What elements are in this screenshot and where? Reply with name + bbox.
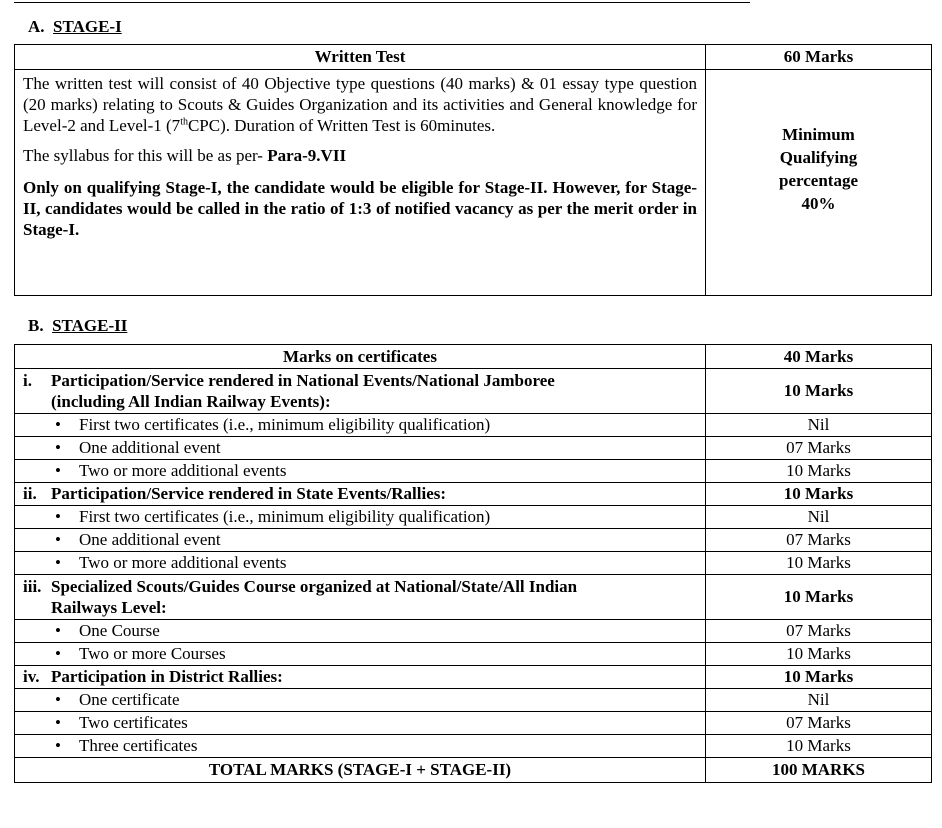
item-marks: Nil [706,414,932,437]
item-text: Two or more Courses [79,644,226,663]
desc-part2: CPC). Duration of Written Test is 60minutes. [187,116,496,135]
stage1-label: A. [28,17,45,36]
bullet-icon: • [55,690,61,709]
total-marks: 100 MARKS [706,758,932,783]
category-row-i [15,369,932,414]
min-qualifying [706,70,932,296]
category-i-line2: (including All Indian Railway Events): [51,392,331,411]
table-row [15,552,932,575]
syllabus-ref: Para-9.VII [267,146,347,165]
stage1-header-row [15,45,932,70]
syllabus-text: The syllabus for this will be as per- [23,146,268,165]
category-iii-num: iii. [23,577,42,596]
table-row [15,712,932,735]
bullet-icon: • [55,438,61,457]
category-iii-line2: Railways Level: [51,598,167,617]
item-marks: 07 Marks [706,529,932,552]
bullet-icon: • [55,461,61,480]
bullet-icon: • [55,621,61,640]
stage1-body-row [15,70,932,296]
category-i [15,369,706,414]
category-ii-num: ii. [23,484,37,503]
item-text: Two or more additional events [79,553,287,572]
item-text: One Course [79,621,160,640]
stage1-marks-header: 60 Marks [706,45,932,70]
bullet-icon: • [55,507,61,526]
stage2-heading [28,316,127,336]
item-marks: 10 Marks [706,552,932,575]
item-marks: Nil [706,689,932,712]
item-text: Two or more additional events [79,461,287,480]
item-text: First two certificates (i.e., minimum eligibility qualification) [79,415,491,434]
item-marks: 10 Marks [706,643,932,666]
item-text: One additional event [79,530,221,549]
written-test-header: Written Test [15,45,706,70]
table-row [15,414,932,437]
item-marks: 10 Marks [706,735,932,758]
desc-sup: th [180,116,188,128]
bullet-icon: • [55,736,61,755]
item-marks: 07 Marks [706,620,932,643]
category-iv-line1: Participation in District Rallies: [51,667,283,686]
category-ii-marks: 10 Marks [706,483,932,506]
table-row [15,506,932,529]
item-text: Two certificates [79,713,188,732]
item-marks: Nil [706,506,932,529]
bullet-icon: • [55,644,61,663]
stage1-title: STAGE-I [53,17,122,36]
stage1-description [15,70,706,296]
item-marks: 07 Marks [706,712,932,735]
item-text: Three certificates [79,736,198,755]
min-line4: 40% [801,193,836,213]
table-row [15,689,932,712]
bullet-icon: • [55,553,61,572]
total-label: TOTAL MARKS (STAGE-I + STAGE-II) [15,758,706,783]
bullet-icon: • [55,530,61,549]
category-ii-line1: Participation/Service rendered in State Events/Rallies: [51,484,447,503]
category-iii [15,575,706,620]
top-rule [14,2,750,3]
stage2-label: B. [28,316,44,335]
bullet-icon: • [55,713,61,732]
item-text: First two certificates (i.e., minimum eligibility qualification) [79,507,491,526]
category-i-marks: 10 Marks [706,369,932,414]
category-iv [15,666,706,689]
stage1-heading [28,17,122,37]
min-line1: Minimum [782,124,855,144]
min-line2: Qualifying [779,147,858,167]
table-row [15,735,932,758]
category-iii-marks: 10 Marks [706,575,932,620]
category-i-line1: Participation/Service rendered in National Events/National Jamboree [51,371,555,390]
syllabus-line [23,145,697,166]
table-row [15,437,932,460]
table-row [15,643,932,666]
table-row [15,620,932,643]
item-marks: 07 Marks [706,437,932,460]
desc-part1: The written test will consist of 40 Objective type questions (40 marks) & 01 essay type question (20 marks) relating to Scouts & Guides Organization and its activities and General knowledge for Level-2 and Level-1 (7 [23,74,697,135]
stage2-header-row [15,345,932,369]
bullet-icon: • [55,415,61,434]
item-marks: 10 Marks [706,460,932,483]
category-iv-marks: 10 Marks [706,666,932,689]
certificates-header: Marks on certificates [15,345,706,369]
category-row-iii [15,575,932,620]
qualify-note: Only on qualifying Stage-I, the candidate would be eligible for Stage-II. However, for Stage-II, candidates would be called in the ratio of 1:3 of notified vacancy as per the merit order in Stage-I. [23,178,697,239]
table-row [15,460,932,483]
stage2-title: STAGE-II [52,316,128,335]
category-iv-num: iv. [23,667,40,686]
item-text: One additional event [79,438,221,457]
stage1-table [14,44,932,296]
category-ii [15,483,706,506]
category-row-ii [15,483,932,506]
min-line3: percentage [779,170,858,190]
written-test-description [23,73,697,136]
total-row [15,758,932,783]
table-row [15,529,932,552]
category-row-iv [15,666,932,689]
category-i-num: i. [23,371,32,390]
stage2-table [14,344,932,783]
category-iii-line1: Specialized Scouts/Guides Course organized at National/State/All Indian [51,577,578,596]
stage2-marks-header: 40 Marks [706,345,932,369]
item-text: One certificate [79,690,180,709]
